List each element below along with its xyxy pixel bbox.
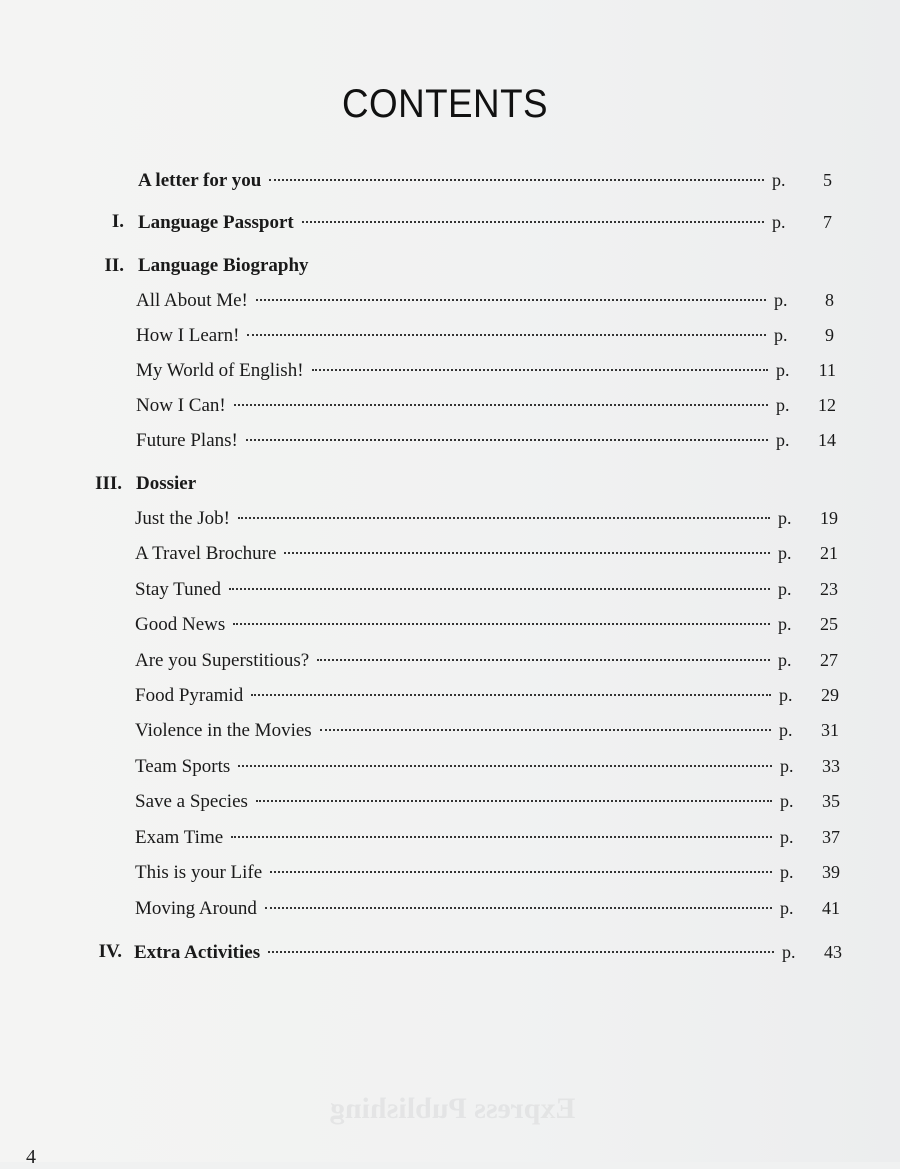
section-numeral: IV.	[98, 941, 122, 962]
toc-entry-title: My World of English!	[136, 360, 304, 381]
page-number: 4	[26, 1146, 36, 1168]
toc-page-number: 41	[822, 898, 840, 918]
toc-entry-title: Exam Time	[135, 827, 224, 848]
section-numeral: I.	[111, 211, 124, 232]
toc-entry	[138, 166, 832, 194]
toc-page-number: 9	[825, 325, 834, 345]
toc-entry-title: Save a Species	[135, 791, 248, 812]
page-abbrev: p.	[782, 942, 796, 962]
page-abbrev: p.	[780, 791, 794, 811]
toc-page-number: 43	[824, 942, 842, 962]
toc-entry	[135, 823, 840, 851]
dot-leader	[270, 871, 772, 873]
dot-leader	[284, 552, 770, 554]
dot-leader	[233, 623, 770, 625]
page-abbrev: p.	[779, 685, 793, 705]
toc-page-number: 27	[820, 650, 838, 670]
toc-page-number: 8	[825, 290, 834, 310]
toc-entry-title: Stay Tuned	[135, 579, 222, 600]
dot-leader	[247, 334, 766, 336]
toc-page-number: 21	[820, 543, 838, 563]
toc-entry-title: All About Me!	[136, 290, 248, 311]
dot-leader	[256, 800, 772, 802]
dot-leader	[251, 694, 771, 696]
page-abbrev: p.	[780, 827, 794, 847]
toc-entry	[135, 894, 840, 922]
dot-leader	[256, 299, 766, 301]
toc-entry-title: Future Plans!	[136, 430, 238, 451]
dot-leader	[302, 221, 764, 223]
toc-page-number: 25	[820, 614, 838, 634]
toc-page-number: 31	[821, 720, 839, 740]
toc-entry	[136, 391, 836, 419]
toc-entry-title: Moving Around	[135, 898, 257, 919]
toc-entry	[135, 646, 838, 674]
toc-entry	[135, 681, 839, 709]
toc-page-number: 19	[820, 508, 838, 528]
toc-entry	[136, 321, 834, 349]
toc-entry-title: Extra Activities	[134, 942, 261, 963]
dot-leader	[229, 588, 770, 590]
page-abbrev: p.	[778, 508, 792, 528]
toc-entry	[136, 286, 834, 314]
toc-page-number: 37	[822, 827, 840, 847]
toc-entry	[136, 426, 836, 454]
toc-entry-title: Language Passport	[138, 212, 294, 233]
page-abbrev: p.	[778, 650, 792, 670]
toc-entry	[135, 787, 840, 815]
page-abbrev: p.	[776, 430, 790, 450]
dot-leader	[320, 729, 771, 731]
show-through-text: Express Publishing	[330, 1092, 576, 1125]
dot-leader	[268, 951, 774, 953]
page-abbrev: p.	[778, 543, 792, 563]
page-abbrev: p.	[776, 360, 790, 380]
toc-entry-title: Food Pyramid	[135, 685, 244, 706]
page-abbrev: p.	[778, 614, 792, 634]
toc-entry-title: Just the Job!	[135, 508, 230, 529]
toc-entry-title: Language Biography	[138, 255, 309, 276]
toc-entry-title: Good News	[135, 614, 226, 635]
toc-page-number: 29	[821, 685, 839, 705]
toc-entry-title: Team Sports	[135, 756, 231, 777]
toc-page-number: 14	[818, 430, 836, 450]
dot-leader	[269, 179, 764, 181]
toc-entry	[135, 752, 840, 780]
toc-entry	[134, 938, 842, 966]
dot-leader	[234, 404, 768, 406]
toc-entry-title: Now I Can!	[136, 395, 226, 416]
toc-entry	[135, 504, 838, 532]
toc-page-number: 23	[820, 579, 838, 599]
page-abbrev: p.	[778, 579, 792, 599]
dot-leader	[238, 765, 772, 767]
section-numeral: III.	[95, 473, 122, 494]
toc-entry	[136, 470, 838, 498]
page-abbrev: p.	[776, 395, 790, 415]
page-abbrev: p.	[774, 290, 788, 310]
toc-entry-title: This is your Life	[135, 862, 263, 883]
toc-entry-title: A letter for you	[138, 170, 262, 191]
toc-entry	[138, 208, 832, 236]
toc-entry-title: A Travel Brochure	[135, 543, 277, 564]
toc-page-number: 35	[822, 791, 840, 811]
page-abbrev: p.	[780, 756, 794, 776]
toc-page-number: 33	[822, 756, 840, 776]
toc-page-number: 7	[823, 212, 832, 232]
toc-page-number: 11	[818, 360, 836, 380]
toc-entry	[135, 716, 839, 744]
toc-page-number: 5	[823, 170, 832, 190]
toc-page-number: 12	[818, 395, 836, 415]
toc-page-number: 39	[822, 862, 840, 882]
toc-entry	[138, 252, 832, 280]
dot-leader	[246, 439, 768, 441]
page-abbrev: p.	[780, 862, 794, 882]
toc-entry	[135, 610, 838, 638]
page-title: CONTENTS	[341, 82, 549, 126]
toc-entry	[136, 356, 836, 384]
page-abbrev: p.	[774, 325, 788, 345]
page-abbrev: p.	[780, 898, 794, 918]
section-numeral: II.	[104, 255, 124, 276]
toc-entry-title: Dossier	[136, 473, 197, 494]
dot-leader	[317, 659, 770, 661]
toc-entry-title: Violence in the Movies	[135, 720, 312, 741]
dot-leader	[312, 369, 768, 371]
toc-entry-title: How I Learn!	[136, 325, 240, 346]
page-abbrev: p.	[779, 720, 793, 740]
toc-entry	[135, 575, 838, 603]
dot-leader	[238, 517, 770, 519]
page-abbrev: p.	[772, 170, 786, 190]
toc-entry-title: Are you Superstitious?	[135, 650, 310, 671]
page-abbrev: p.	[772, 212, 786, 232]
dot-leader	[231, 836, 772, 838]
toc-entry	[135, 539, 838, 567]
toc-entry	[135, 858, 840, 886]
dot-leader	[265, 907, 772, 909]
